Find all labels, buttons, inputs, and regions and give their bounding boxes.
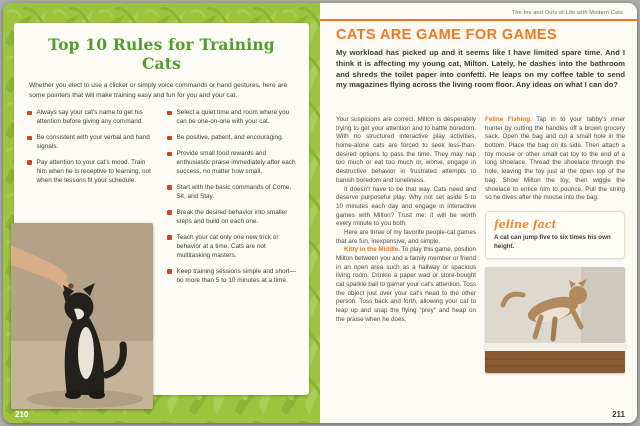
rules-title: Top 10 Rules for Training Cats [48,35,275,73]
rule-text: Start with the basic commands of Come, Sit, and Stay. [176,183,292,200]
bullet-icon [27,136,32,141]
rule-item [167,184,296,202]
game-name-feline-fishing: Feline Fishing. [485,116,532,123]
bullet-icon [167,136,172,141]
bullet-icon [167,210,172,215]
header-rule [320,19,637,21]
running-head: The Ins and Outs of Life with Modern Cats [511,10,623,16]
bullet-icon [27,111,32,116]
bullet-icon [27,160,32,165]
book-spread [3,3,637,423]
question-lede: My workload has picked up and it seems like I have limited spare time. And I think it is affecting my young cat, Milton. Lately, he dashes into the bathroom and shreds the toilet paper into confetti. He leaps on my coffee table to send my magazines flying across the living room floor. Any ideas on what I can do? [336,48,625,90]
rule-item [27,134,156,152]
page-number-left: 210 [15,410,29,419]
rule-item [167,150,296,177]
feline-fact-text: A cat can jump five to six times his own height. [494,233,611,250]
rule-item [167,268,296,286]
rule-text: Be consistent with your verbal and hand signals. [36,134,150,150]
paragraph: Here are three of my favorite people-cat games that are fun, inexpensive, and simple. [336,228,476,245]
game-name-kitty-in-the-middle: Kitty in the Middle. [344,246,401,254]
page-number-right: 211 [612,410,625,419]
bullet-icon [167,269,172,274]
paragraph-game-1 [336,246,476,324]
game-text: To play this game, position Milton between you and a family member or friend in an open area such as a hallway or spacious living room. Crinkle a paper wad or store-bought cat sparkle ball to garner your cat's attention. Toss the object just over your cat's head to the other person. Toss back and forth, allowing your cat to leap up and snap the flying "prey" and heap on the praise when he does. [336,246,476,323]
left-page [3,3,320,423]
bullet-icon [167,111,172,116]
paragraph: Your suspicions are correct. Milton is desperately trying to get your attention and to battle boredom. With no structured interactive play activities, home-alone cats are forced to seek less-than-desired options to pass the time. They may nap too much or eat too much or, worse, engage in destructive behavior in frustrated attempts to banish boredom and loneliness. [336,116,476,184]
article-title: CATS ARE GAME FOR GAMES [336,27,558,43]
bullet-icon [167,235,172,240]
bullet-icon [167,152,172,157]
game-text: Tap in to your tabby's inner hunter by cutting the handles off a brown grocery sack. Open the bag and cut a small hole in the bottom. Place the bag on its side. Then attach a toy mouse or other small cat toy to the end of a long shoelace. Thread the shoelace through the hole, leaving the toy just at the open top of the bag. Show Milton the toy, then wiggle the shoelace to entice him to pounce. Pull the string so he dives after the mouse into the bag. [485,116,625,202]
rule-text: Be positive, patient, and encouraging. [176,134,284,142]
right-page [320,3,637,423]
rule-item [167,109,296,127]
rule-text: Provide small food rewards and enthusiastic praise immediately after each success, no matter how small. [176,150,296,175]
paragraph-game-2 [485,116,625,203]
bullet-icon [167,185,172,190]
rule-text: Teach your cat only one new trick or behavior at a time. Cats are not multitasking masters. [176,233,279,259]
article-columns [336,116,625,407]
rule-text: Pay attention to your cat's mood. Train him when he is receptive to learning, not when the lessons fit your schedule. [36,158,151,184]
paragraph: It doesn't have to be that way. Cats need and deserve purposeful play. Why not set aside 5 to 10 minutes each day and engage in interactive games with Milton? Trust me: it will be worth every minute to you both. [336,185,476,228]
rule-text: Always say your cat's name to get his attention before giving any command. [36,109,144,126]
text-column-2 [485,116,625,407]
text-column-1 [336,116,476,407]
rule-text: Break the desired behavior into smaller steps and build on each one. [176,208,288,225]
jumping-cat-photo [485,267,625,373]
rule-item [167,234,296,261]
rule-item [167,209,296,227]
feline-fact-heading: feline fact [494,217,557,231]
rules-column-2 [167,109,296,293]
cat-training-photo [11,223,153,409]
rule-text: Keep training sessions simple and short—no more than 5 to 10 minutes at a time. [176,267,296,284]
rule-text: Select a quiet time and room where you can be one-on-one with your cat. [176,109,290,126]
feline-fact-box [485,211,625,259]
rule-item [27,159,156,186]
rule-item [167,134,296,143]
rules-intro: Whether you elect to use a clicker or simply voice commands or hand gestures, here are some pointers that will make training easy and fun for you and your cat. [29,82,288,99]
rule-item [27,109,156,127]
